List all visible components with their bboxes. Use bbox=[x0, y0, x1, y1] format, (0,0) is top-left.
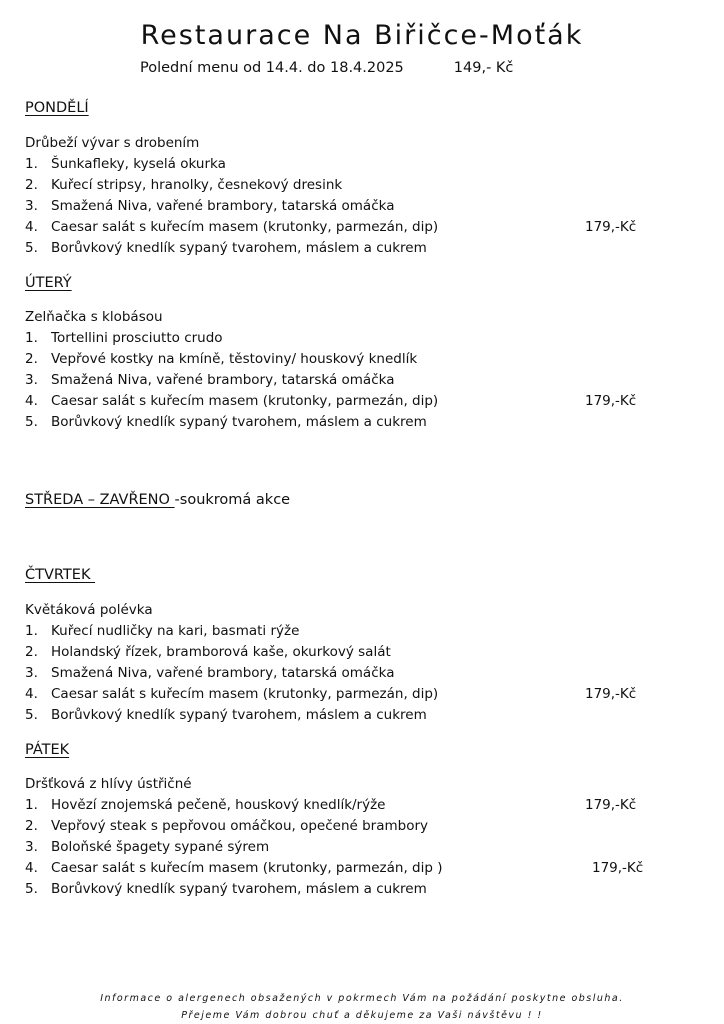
list-item bbox=[25, 858, 675, 879]
item-text: Borůvkový knedlík sypaný tvarohem, máslem a cukrem bbox=[51, 707, 427, 723]
soup-thursday: Květáková polévka bbox=[25, 602, 153, 618]
item-number: 2. bbox=[25, 644, 38, 660]
menu-base-price: 149,- Kč bbox=[453, 60, 514, 76]
item-number: 5. bbox=[25, 240, 38, 256]
item-text: Borůvkový knedlík sypaný tvarohem, máslem a cukrem bbox=[51, 240, 427, 256]
list-item bbox=[25, 328, 675, 349]
wednesday-closed: STŘEDA – ZAVŘENO bbox=[25, 492, 175, 508]
day-heading-thursday: ČTVRTEK bbox=[25, 567, 96, 583]
item-text: Smažená Niva, vařené brambory, tatarská omáčka bbox=[51, 198, 395, 214]
list-item bbox=[25, 412, 675, 433]
menu-date-range bbox=[140, 60, 513, 76]
item-text: Šunkafleky, kyselá okurka bbox=[51, 156, 226, 172]
list-item bbox=[25, 837, 675, 858]
list-item bbox=[25, 349, 675, 370]
list-item bbox=[25, 196, 675, 217]
item-number: 3. bbox=[25, 372, 38, 388]
item-text: Caesar salát s kuřecím masem (krutonky, parmezán, dip ) bbox=[51, 860, 443, 876]
item-number: 5. bbox=[25, 707, 38, 723]
item-price: 179,-Kč bbox=[585, 797, 637, 813]
item-number: 5. bbox=[25, 414, 38, 430]
item-price: 179,-Kč bbox=[592, 860, 644, 876]
item-number: 4. bbox=[25, 860, 38, 876]
menu-list-monday bbox=[25, 154, 675, 259]
soup-friday: Dršťková z hlívy ústřičné bbox=[25, 776, 192, 792]
list-item bbox=[25, 391, 675, 412]
footer-notes bbox=[0, 990, 724, 1024]
item-number: 2. bbox=[25, 177, 38, 193]
item-price: 179,-Kč bbox=[585, 686, 637, 702]
item-text: Smažená Niva, vařené brambory, tatarská omáčka bbox=[51, 372, 395, 388]
list-item bbox=[25, 238, 675, 259]
item-number: 4. bbox=[25, 686, 38, 702]
item-number: 5. bbox=[25, 881, 38, 897]
list-item bbox=[25, 816, 675, 837]
day-heading-tuesday: ÚTERÝ bbox=[25, 275, 72, 291]
item-text: Holandský řízek, bramborová kaše, okurkový salát bbox=[51, 644, 391, 660]
list-item bbox=[25, 663, 675, 684]
item-price: 179,-Kč bbox=[585, 219, 637, 235]
item-text: Kuřecí stripsy, hranolky, česnekový dresink bbox=[51, 177, 343, 193]
soup-tuesday: Zelňačka s klobásou bbox=[25, 309, 163, 325]
list-item bbox=[25, 621, 675, 642]
wednesday-note: -soukromá akce bbox=[174, 492, 291, 508]
menu-period: Polední menu od 14.4. do 18.4.2025 bbox=[140, 60, 404, 76]
item-number: 4. bbox=[25, 393, 38, 409]
item-text: Tortellini prosciutto crudo bbox=[51, 330, 223, 346]
item-number: 4. bbox=[25, 219, 38, 235]
list-item bbox=[25, 217, 675, 238]
item-number: 1. bbox=[25, 623, 38, 639]
item-text: Caesar salát s kuřecím masem (krutonky, parmezán, dip) bbox=[51, 686, 439, 702]
item-text: Caesar salát s kuřecím masem (krutonky, parmezán, dip) bbox=[51, 393, 439, 409]
item-number: 2. bbox=[25, 818, 38, 834]
list-item bbox=[25, 642, 675, 663]
list-item bbox=[25, 684, 675, 705]
item-text: Borůvkový knedlík sypaný tvarohem, máslem a cukrem bbox=[51, 881, 427, 897]
menu-list-tuesday bbox=[25, 328, 675, 433]
thank-you-note: Přejeme Vám dobrou chuť a děkujeme za Vaši návštěvu ! ! bbox=[181, 1010, 543, 1021]
list-item bbox=[25, 370, 675, 391]
item-price: 179,-Kč bbox=[585, 393, 637, 409]
item-text: Vepřový steak s pepřovou omáčkou, opečené brambory bbox=[51, 818, 429, 834]
item-text: Vepřové kostky na kmíně, těstoviny/ houskový knedlík bbox=[51, 351, 418, 367]
day-heading-friday: PÁTEK bbox=[25, 742, 70, 758]
item-number: 3. bbox=[25, 198, 38, 214]
item-text: Boloňské špagety sypané sýrem bbox=[51, 839, 270, 855]
restaurant-title: Restaurace Na Biřičce-Moťák bbox=[140, 20, 584, 51]
day-heading-monday: PONDĚLÍ bbox=[25, 100, 89, 116]
item-text: Caesar salát s kuřecím masem (krutonky, parmezán, dip) bbox=[51, 219, 439, 235]
item-text: Borůvkový knedlík sypaný tvarohem, máslem a cukrem bbox=[51, 414, 427, 430]
list-item bbox=[25, 879, 675, 900]
list-item bbox=[25, 795, 675, 816]
list-item bbox=[25, 154, 675, 175]
item-number: 1. bbox=[25, 156, 38, 172]
day-heading-wednesday bbox=[25, 492, 290, 508]
item-text: Kuřecí nudličky na kari, basmati rýže bbox=[51, 623, 300, 639]
item-text: Hovězí znojemská pečeně, houskový knedlík/rýže bbox=[51, 797, 386, 813]
item-number: 3. bbox=[25, 839, 38, 855]
item-number: 1. bbox=[25, 797, 38, 813]
item-number: 3. bbox=[25, 665, 38, 681]
item-text: Smažená Niva, vařené brambory, tatarská omáčka bbox=[51, 665, 395, 681]
allergen-notice: Informace o alergenech obsažených v pokrmech Vám na požádání poskytne obsluha. bbox=[100, 993, 624, 1004]
item-number: 1. bbox=[25, 330, 38, 346]
menu-list-friday bbox=[25, 795, 675, 900]
item-number: 2. bbox=[25, 351, 38, 367]
menu-list-thursday bbox=[25, 621, 675, 726]
list-item bbox=[25, 705, 675, 726]
list-item bbox=[25, 175, 675, 196]
soup-monday: Drůbeží vývar s drobením bbox=[25, 135, 200, 151]
